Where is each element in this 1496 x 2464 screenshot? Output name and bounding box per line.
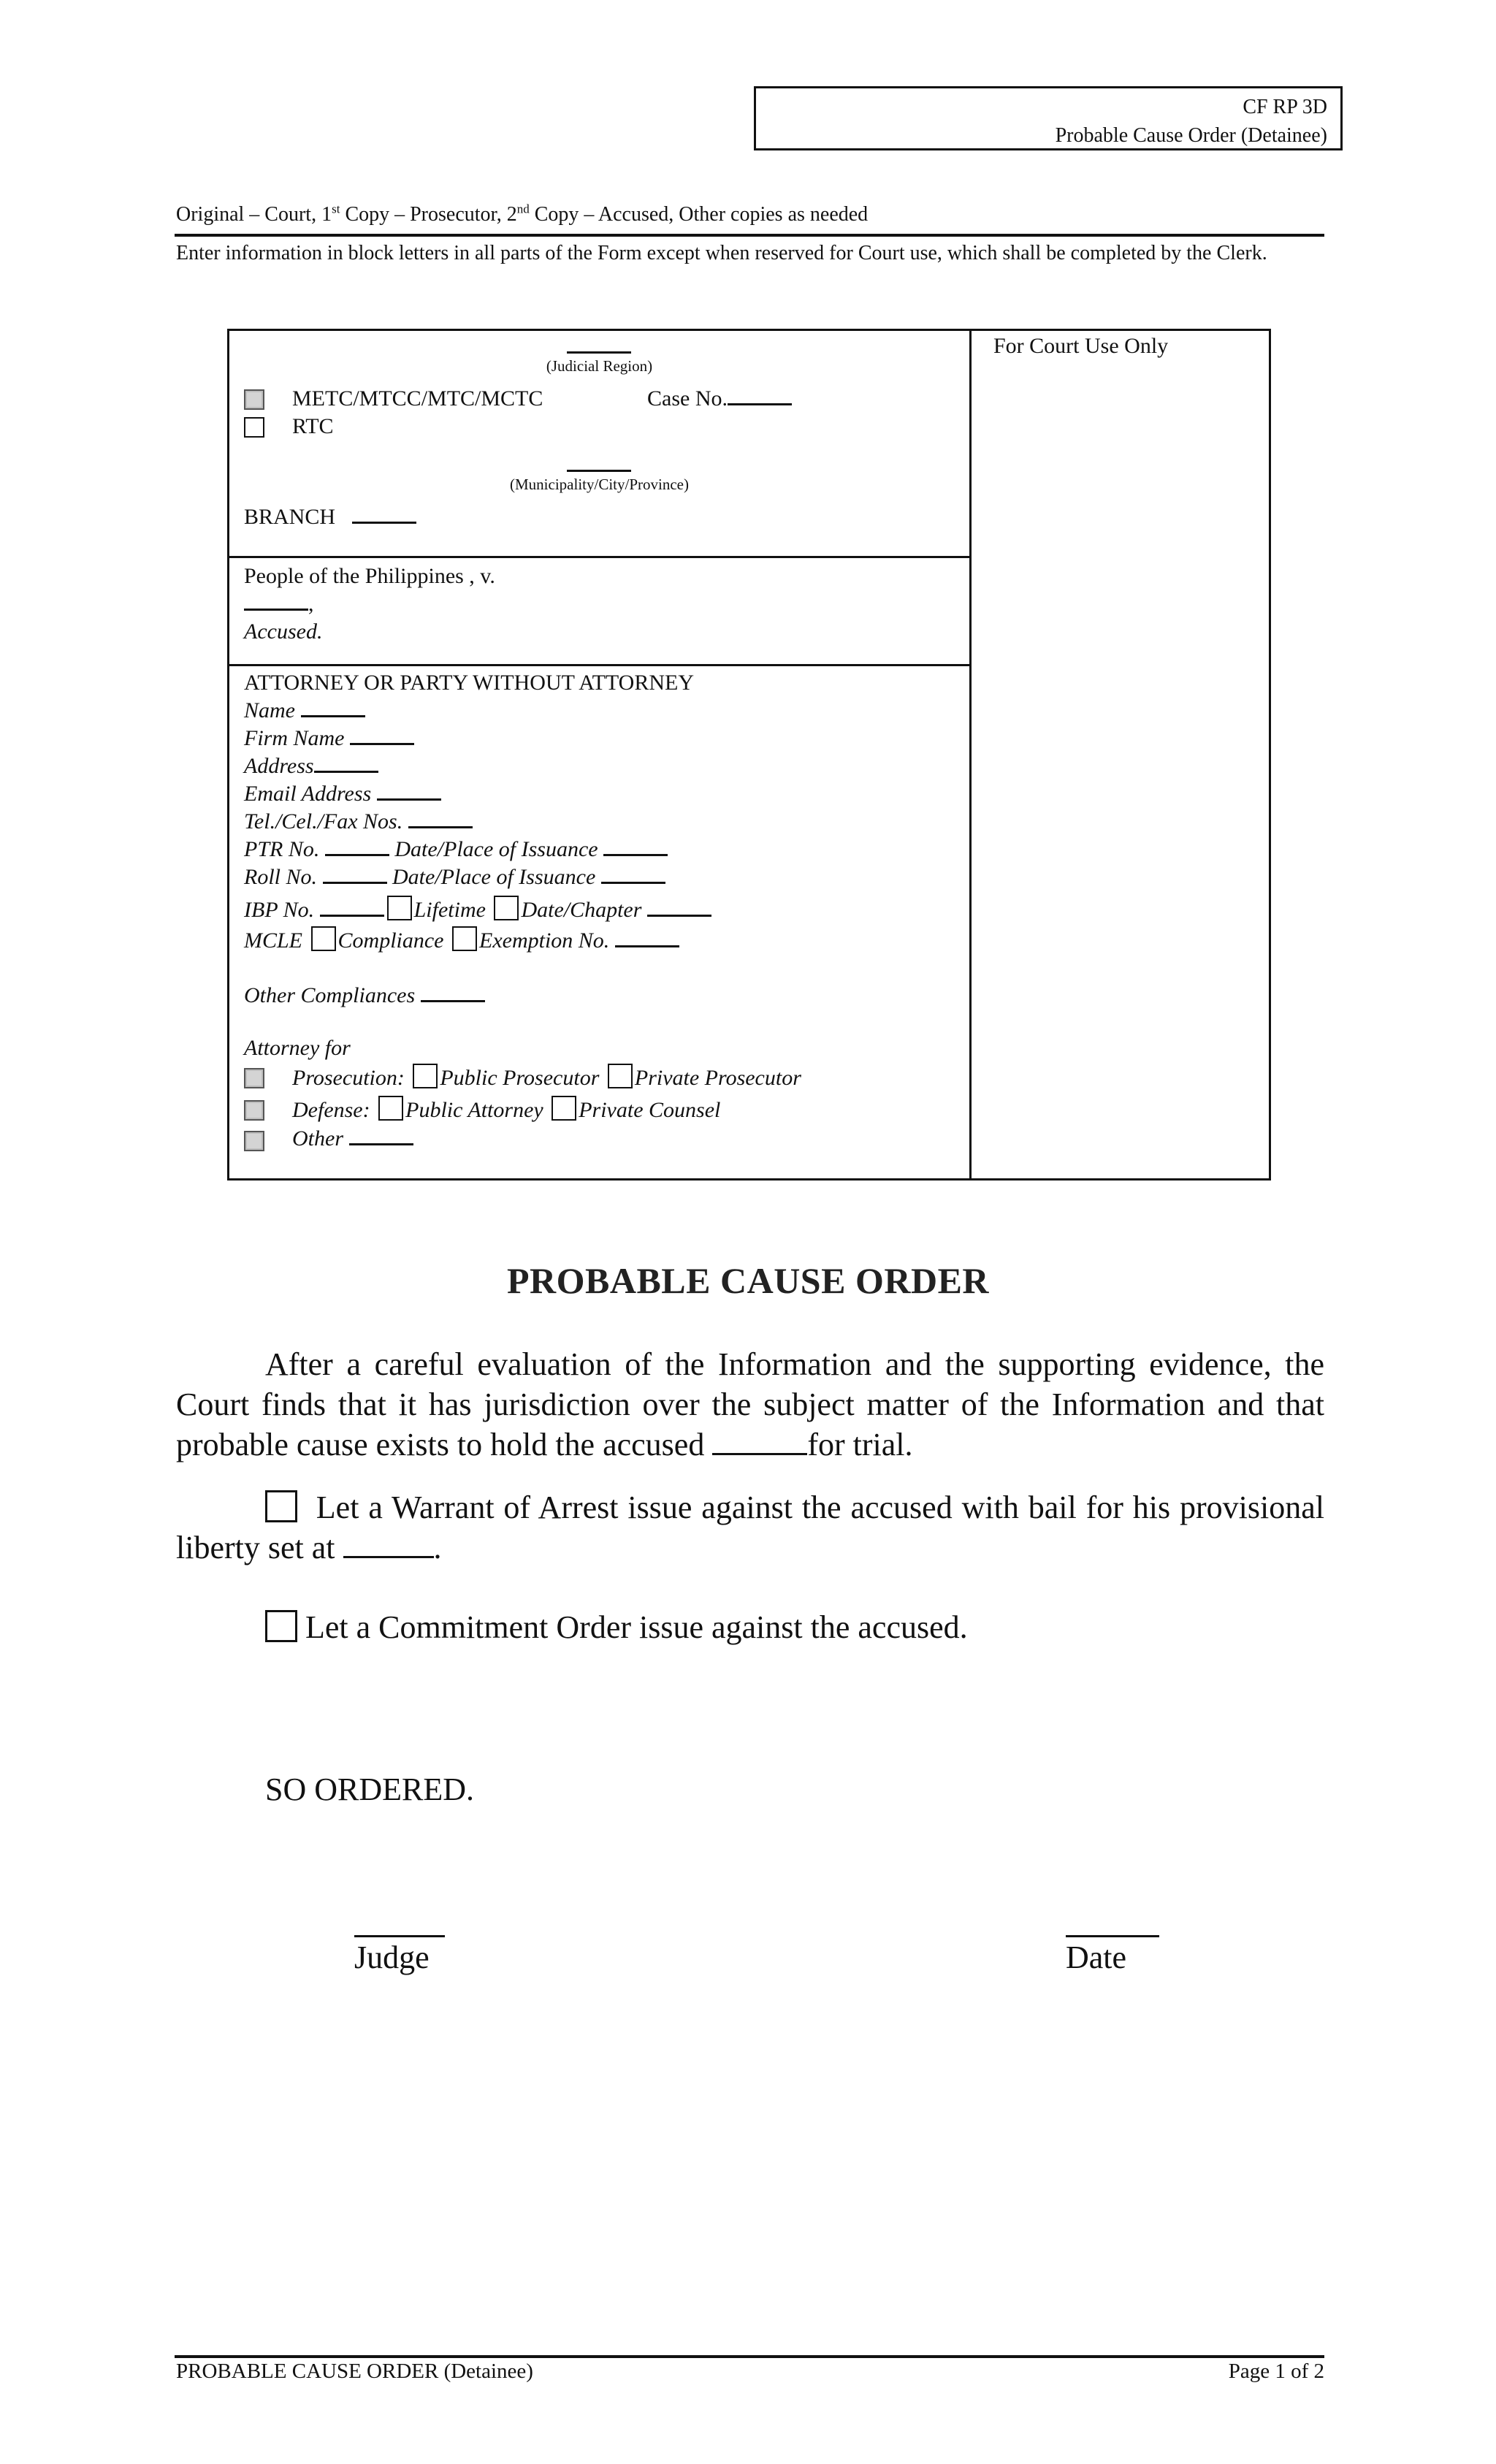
form-code: CF RP 3D [1243, 96, 1327, 118]
roll-row [244, 865, 665, 890]
court-use-label: For Court Use Only [993, 334, 1169, 358]
email-field[interactable] [244, 782, 441, 806]
order-title: PROBABLE CAUSE ORDER [506, 1260, 990, 1301]
footer-form-title: PROBABLE CAUSE ORDER (Detainee) [176, 2360, 533, 2383]
court-option-1-label: METC/MTCC/MTC/MCTC [292, 386, 543, 411]
copies-distribution [176, 203, 868, 226]
copies-text-3: Copy – Accused, Other copies as needed [529, 203, 869, 226]
case-form-table [227, 329, 1271, 1180]
form-code-box [754, 86, 1343, 150]
copies-text-1: Original – Court, 1 [176, 203, 332, 226]
warrant-text: Let a Warrant of Arrest issue against the accused with bail for his provisional liberty set at [176, 1490, 1325, 1565]
firm-name-field[interactable] [244, 726, 414, 751]
firm-name-label: Firm Name [244, 726, 345, 750]
attorney-name-field[interactable] [244, 698, 365, 723]
accused-label: Accused. [244, 619, 323, 644]
compliance-checkbox[interactable] [311, 926, 336, 951]
accused-blank[interactable] [712, 1453, 807, 1455]
ibp-row [244, 896, 711, 923]
court-option-2-label: RTC [292, 414, 334, 438]
mcle-label: MCLE [244, 928, 303, 953]
branch-label: BRANCH [244, 505, 336, 529]
case-no-label: Case No. [647, 386, 728, 411]
tel-field[interactable] [244, 809, 473, 834]
form-title: Probable Cause Order (Detainee) [1055, 124, 1327, 147]
email-blank[interactable] [377, 798, 441, 801]
defense-label: Defense: [292, 1098, 370, 1122]
exemption-blank[interactable] [615, 945, 679, 947]
ptr-issuance-label: Date/Place of Issuance [394, 837, 598, 861]
bail-amount-blank[interactable] [343, 1556, 434, 1558]
court-use-column [972, 331, 1269, 1178]
lifetime-label: Lifetime [413, 898, 486, 922]
municipality-field[interactable] [567, 470, 631, 472]
ptr-row [244, 837, 668, 862]
attorney-for-label: Attorney for [244, 1036, 351, 1060]
roll-blank[interactable] [323, 882, 387, 884]
tel-blank[interactable] [408, 826, 473, 828]
ptr-issuance-blank[interactable] [603, 854, 668, 856]
other-compliances-field[interactable] [244, 983, 485, 1008]
warrant-text-end: . [433, 1530, 442, 1565]
exemption-checkbox[interactable] [452, 926, 477, 951]
municipality-label: (Municipality/City/Province) [510, 476, 689, 493]
attorney-name-label: Name [244, 698, 295, 722]
firm-name-blank[interactable] [350, 743, 414, 745]
other-blank[interactable] [349, 1143, 413, 1145]
date-chapter-blank[interactable] [647, 915, 711, 917]
form-left-column [229, 331, 972, 1178]
judge-signature-line[interactable] [354, 1935, 445, 1937]
court-section [229, 331, 969, 558]
accused-name-blank[interactable] [244, 609, 308, 611]
other-compliances-label: Other Compliances [244, 983, 416, 1007]
private-counsel-label: Private Counsel [579, 1098, 721, 1122]
ibp-blank[interactable] [320, 915, 384, 917]
footer-rule [175, 2355, 1324, 2358]
public-attorney-checkbox[interactable] [378, 1096, 403, 1121]
private-prosecutor-label: Private Prosecutor [634, 1066, 801, 1090]
so-ordered: SO ORDERED. [265, 1771, 475, 1807]
defense-checkbox[interactable] [244, 1100, 264, 1121]
warrant-paragraph [176, 1487, 1324, 1568]
prosecution-row [292, 1064, 801, 1091]
findings-text-end: for trial. [807, 1427, 913, 1462]
attorney-section [229, 666, 969, 1180]
caption-comma: , [308, 592, 314, 616]
commitment-text: Let a Commitment Order issue against the accused. [305, 1609, 968, 1645]
email-label: Email Address [244, 782, 372, 806]
address-blank[interactable] [314, 771, 378, 773]
copies-sup-2: nd [516, 202, 530, 216]
case-no-field[interactable] [647, 386, 792, 411]
lifetime-checkbox[interactable] [387, 896, 412, 920]
roll-issuance-blank[interactable] [601, 882, 665, 884]
roll-label: Roll No. [244, 865, 318, 889]
attorney-heading: ATTORNEY OR PARTY WITHOUT ATTORNEY [244, 671, 695, 695]
other-field[interactable] [292, 1126, 413, 1151]
judicial-region-field[interactable] [567, 351, 631, 354]
accused-name-field[interactable] [244, 592, 314, 617]
instructions: Enter information in block letters in all parts of the Form except when reserved for Court use, which shall be completed by the Clerk. [176, 242, 1267, 264]
case-caption [229, 558, 969, 666]
copies-text-2: Copy – Prosecutor, 2 [340, 203, 517, 226]
prosecution-label: Prosecution: [292, 1066, 405, 1090]
case-no-blank[interactable] [728, 403, 792, 405]
findings-paragraph [176, 1344, 1324, 1465]
judicial-region-label: (Judicial Region) [546, 357, 653, 375]
ptr-label: PTR No. [244, 837, 320, 861]
other-checkbox[interactable] [244, 1131, 264, 1151]
private-counsel-checkbox[interactable] [552, 1096, 576, 1121]
prosecution-checkbox[interactable] [244, 1068, 264, 1088]
date-label: Date [1066, 1939, 1127, 1975]
compliance-label: Compliance [337, 928, 444, 953]
attorney-name-blank[interactable] [301, 715, 365, 717]
public-prosecutor-checkbox[interactable] [413, 1064, 438, 1088]
court-option-2-checkbox[interactable] [244, 417, 264, 438]
copies-sup-1: st [332, 202, 340, 216]
branch-blank[interactable] [352, 522, 416, 524]
public-attorney-label: Public Attorney [405, 1098, 543, 1122]
date-chapter-label: Date/Chapter [521, 898, 642, 922]
page-number: Page 1 of 2 [1228, 2360, 1324, 2383]
warrant-checkbox[interactable] [265, 1490, 297, 1522]
address-field[interactable] [244, 754, 378, 779]
ibp-label: IBP No. [244, 898, 315, 922]
branch-field[interactable] [244, 505, 416, 530]
public-prosecutor-label: Public Prosecutor [440, 1066, 600, 1090]
commitment-checkbox[interactable] [265, 1610, 297, 1642]
header-rule [175, 234, 1324, 237]
private-prosecutor-checkbox[interactable] [608, 1064, 633, 1088]
ptr-blank[interactable] [325, 854, 389, 856]
date-chapter-checkbox[interactable] [494, 896, 519, 920]
mcle-row [244, 926, 679, 953]
people-caption: People of the Philippines , v. [244, 564, 495, 588]
exemption-label: Exemption No. [479, 928, 610, 953]
findings-text: After a careful evaluation of the Information and the supporting evidence, the Court finds that it has jurisdiction over the subject matter of the Information and that probable cause exists to hold the accused [176, 1346, 1324, 1462]
commitment-paragraph [176, 1607, 1324, 1647]
tel-label: Tel./Cel./Fax Nos. [244, 809, 403, 834]
address-label: Address [244, 754, 314, 778]
date-signature-line[interactable] [1066, 1935, 1159, 1937]
defense-row [292, 1096, 720, 1123]
other-label: Other [292, 1126, 343, 1151]
other-compliances-blank[interactable] [421, 1000, 485, 1002]
roll-issuance-label: Date/Place of Issuance [392, 865, 596, 889]
court-option-1-checkbox[interactable] [244, 389, 264, 410]
judge-label: Judge [354, 1939, 430, 1975]
